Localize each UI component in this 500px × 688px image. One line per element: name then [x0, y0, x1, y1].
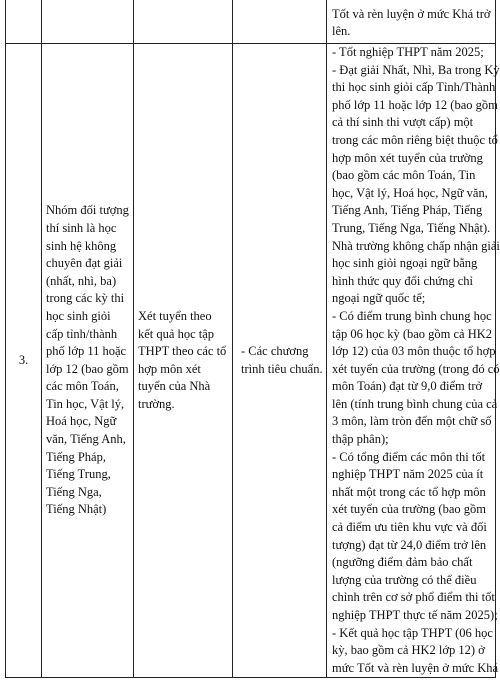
target-line: (nhất, nhì, ba): [46, 273, 117, 288]
detail-line: - Đạt giải Nhất, Nhì, Ba trong Kỳ: [332, 62, 500, 77]
target-cell: [42, 0, 134, 44]
stt-cell: [6, 0, 42, 44]
target-line: phố lớp 11 hoặc: [46, 344, 127, 359]
detail-line: học, Vật lý, Hoá học, Ngữ văn,: [332, 185, 488, 200]
method-line: tuyển của Nhà: [138, 379, 211, 394]
detail-line: - Tốt nghiệp THPT năm 2025;: [332, 45, 484, 59]
detail-cell: [327, 44, 500, 678]
detail-line: nhất một trong các tổ hợp môn: [332, 484, 486, 499]
target-line: học sinh giỏi: [46, 308, 111, 323]
detail-line: cả thí sinh thi vượt cấp) một: [332, 115, 474, 130]
admission-criteria-table: [5, 0, 500, 678]
method-line: hợp môn xét: [138, 361, 201, 376]
detail-line: trong các môn riêng biệt thuộc tổ: [332, 132, 498, 147]
method-cell: [134, 44, 233, 678]
detail-line: lớp 12) của 03 môn thuộc tổ hợp: [332, 344, 496, 359]
detail-line: nghiệp THPT thực tế năm 2025);: [332, 608, 498, 622]
detail-line: hình thức quy đổi chứng chỉ: [332, 273, 473, 288]
detail-line: lượng của trường có thể điều: [332, 572, 477, 587]
method-line: Xét tuyển theo: [138, 308, 212, 323]
target-line: Nhóm đối tượng: [46, 203, 129, 218]
detail-cell: [327, 0, 496, 44]
detail-line: học sinh giỏi ngoại ngữ bằng: [332, 256, 478, 271]
program-cell: [233, 44, 327, 678]
detail-line: 3 môn, làm tròn đến một chữ số: [332, 414, 492, 429]
target-line: chuyên đạt giải: [46, 256, 123, 271]
detail-line: nghiệp THPT năm 2025 của ít: [332, 467, 484, 482]
detail-line: cả điểm ưu tiên khu vực và đối: [332, 520, 487, 535]
detail-line: mức Tốt và rèn luyện ở mức Khá: [332, 660, 499, 675]
target-cell: [42, 44, 134, 678]
method-line: kết quả học tập: [138, 326, 215, 341]
target-line: Tiếng Nhật): [46, 502, 107, 517]
detail-line: lên.: [332, 24, 351, 39]
detail-line: Tiếng Anh, Tiếng Pháp, Tiếng: [332, 203, 483, 218]
detail-line: - Có điểm trung bình chung học: [332, 308, 492, 323]
table-row: [6, 44, 496, 678]
detail-line: ngoại ngữ quốc tế;: [332, 291, 426, 306]
target-line: thí sinh là học: [46, 220, 117, 235]
target-line: sinh hệ không: [46, 238, 117, 253]
detail-line: xét tuyển của trường (trong đó có: [332, 361, 500, 376]
detail-line: - Kết quả học tập THPT (06 học: [332, 625, 493, 640]
detail-line: xét tuyển của trường (bao gồm: [332, 502, 486, 517]
detail-line: (ngưỡng điểm đảm bảo chất: [332, 555, 473, 570]
target-line: Hoá học, Ngữ: [46, 414, 117, 429]
stt-cell: [6, 44, 42, 678]
target-line: cấp tỉnh/thành: [46, 326, 118, 341]
detail-line: Trung, Tiếng Nga, Tiếng Nhật).: [332, 220, 491, 235]
method-line: trường.: [138, 396, 175, 411]
method-cell: [134, 0, 233, 44]
detail-line: lên (tính trung bình chung của cả: [332, 396, 498, 411]
target-line: văn, Tiếng Anh,: [46, 432, 126, 447]
detail-line: (bao gồm các môn Toán, Tin: [332, 168, 476, 183]
detail-line: - Có tổng điểm các môn thi tốt: [332, 449, 486, 464]
program-line: trình tiêu chuẩn.: [241, 361, 323, 376]
detail-line: tập 06 học kỳ (bao gồm cả HK2: [332, 326, 493, 341]
detail-line: thập phân);: [332, 432, 389, 447]
detail-line: Nhà trường không chấp nhận giải: [332, 238, 500, 253]
method-line: THPT theo các tổ: [138, 344, 227, 359]
target-line: lớp 12 (bao gồm: [46, 361, 129, 376]
row-number: 3.: [18, 352, 29, 367]
detail-line: Tốt và rèn luyện ở mức Khá trở: [332, 6, 491, 21]
target-line: Tiếng Nga,: [46, 484, 102, 499]
detail-line: thi học sinh giỏi cấp Tỉnh/Thành: [332, 80, 496, 95]
target-line: Tiếng Trung,: [46, 467, 111, 482]
detail-line: tượng) đạt từ 24,0 điểm trở lên: [332, 537, 487, 552]
detail-line: hợp môn xét tuyển của trường: [332, 150, 483, 165]
target-line: các môn Toán,: [46, 379, 119, 394]
target-line: trong các kỳ thi: [46, 291, 125, 306]
detail-line: phố lớp 11 hoặc lớp 12 (bao gồm: [332, 97, 498, 112]
program-cell: [233, 0, 327, 44]
detail-line: chỉnh trên cơ sở phổ điểm thi tốt: [332, 590, 495, 605]
program-line: - Các chương: [241, 344, 309, 359]
detail-line: kỳ, bao gồm cả HK2 lớp 12) ở: [332, 643, 485, 658]
table-row-continued: [6, 0, 496, 44]
target-line: Tiếng Pháp,: [46, 449, 106, 464]
target-line: Tin học, Vật lý,: [46, 396, 125, 411]
detail-line: môn Toán) đạt từ 9,0 điểm trở: [332, 379, 483, 394]
